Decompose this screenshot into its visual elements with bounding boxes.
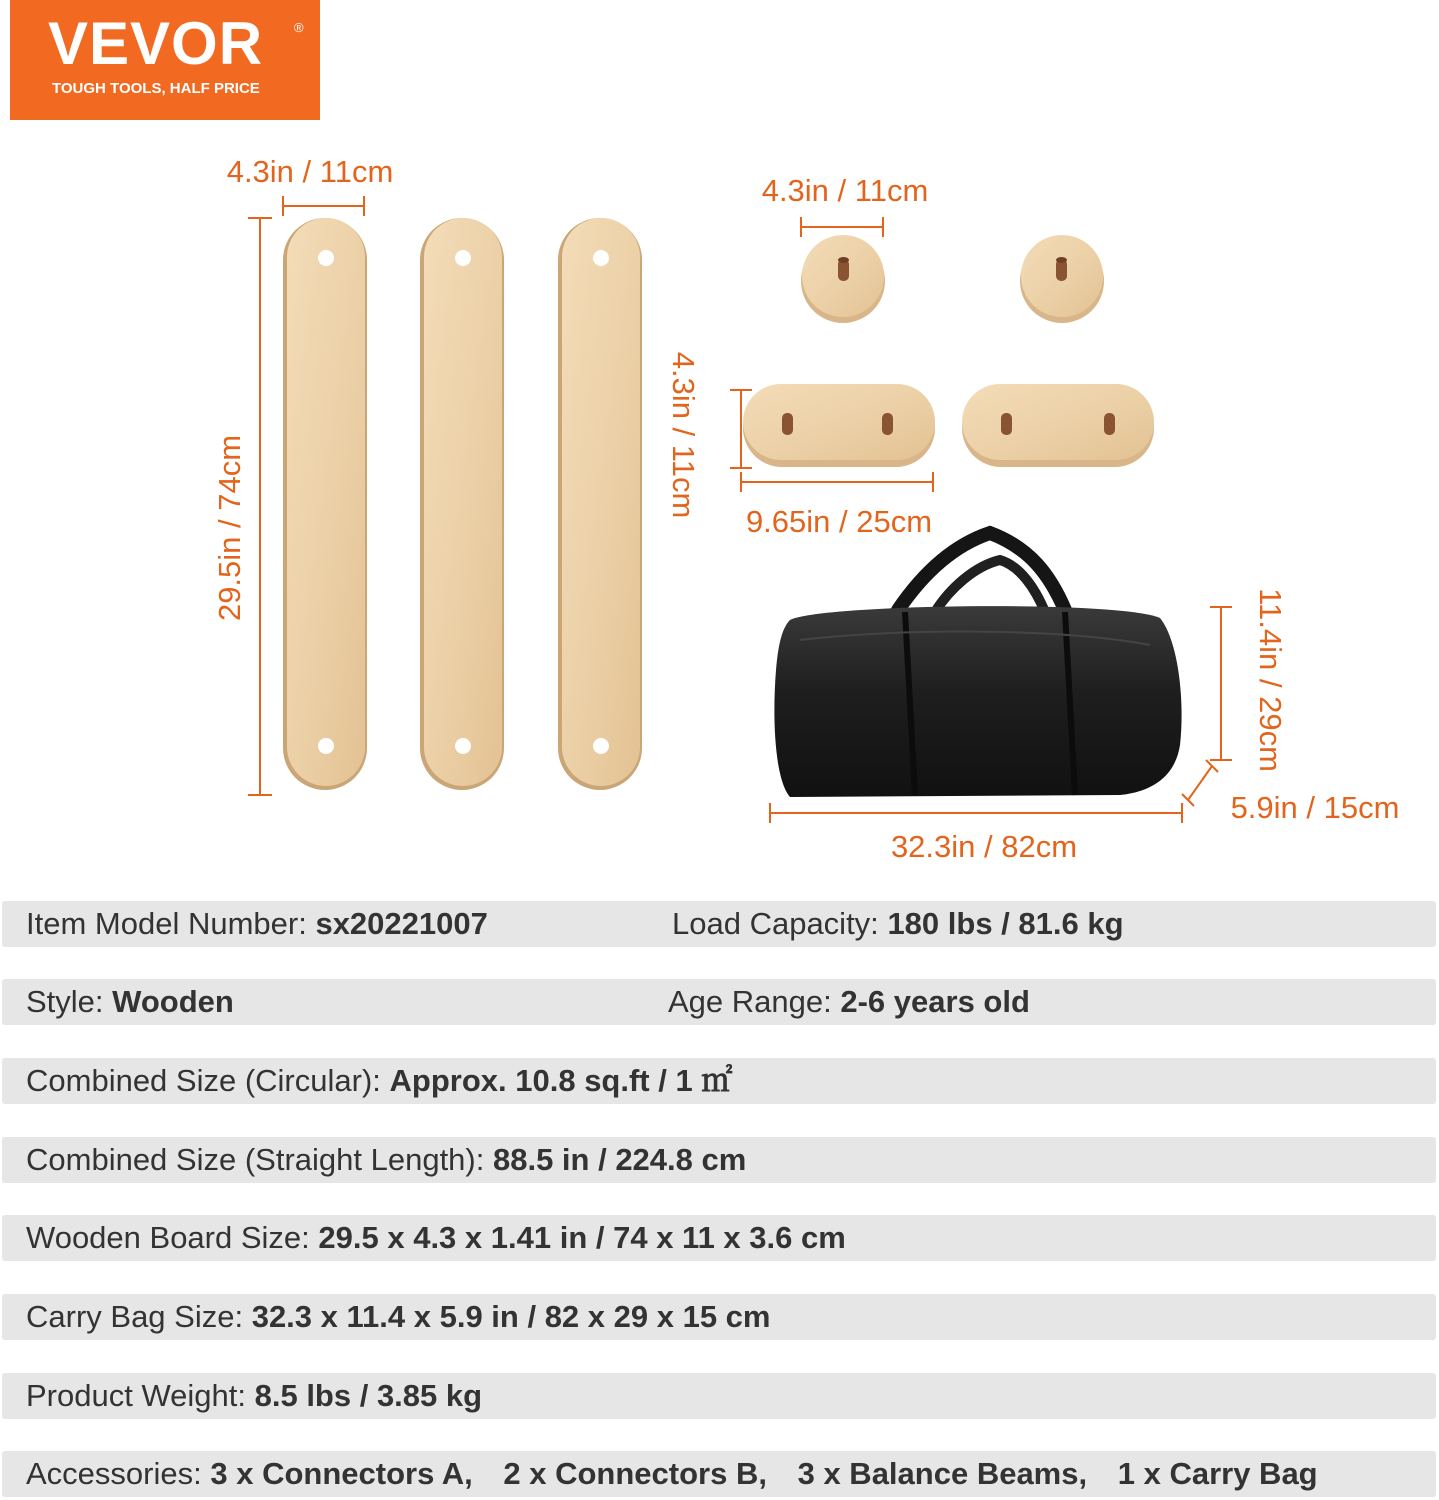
accessory-item: 2 x Connectors B, <box>503 1456 767 1491</box>
connectors-b <box>743 384 1154 467</box>
connector-a-dimension-line <box>801 217 883 237</box>
bag-depth-label: 5.9in / 15cm <box>1230 790 1400 825</box>
spec-label: Age Range: <box>668 984 832 1019</box>
connector-b <box>962 384 1154 467</box>
accessory-item: 1 x Carry Bag <box>1117 1456 1318 1491</box>
spec-value: 88.5 in / 224.8 cm <box>492 1142 747 1177</box>
spec-row-circular-size <box>2 1058 1436 1104</box>
spec-wooden-board-size <box>26 1215 846 1261</box>
spec-style <box>26 979 234 1025</box>
spec-label: Combined Size (Circular): <box>26 1063 381 1098</box>
accessory-item: 3 x Connectors A, <box>210 1456 473 1491</box>
beam-width-label: 4.3in / 11cm <box>226 154 394 189</box>
connector-b-length-label: 9.65in / 25cm <box>745 504 933 539</box>
spec-value: 2-6 years old <box>840 984 1030 1019</box>
connector-b <box>743 384 935 467</box>
spec-value: 32.3 x 11.4 x 5.9 in / 82 x 29 x 15 cm <box>251 1299 771 1334</box>
spec-row-weight <box>2 1373 1436 1419</box>
balance-beam <box>558 218 642 790</box>
spec-row-straight-size <box>2 1137 1436 1183</box>
spec-label: Combined Size (Straight Length): <box>26 1142 485 1177</box>
spec-row-style-age <box>2 979 1436 1025</box>
spec-combined-size-straight <box>26 1137 746 1183</box>
spec-age-range <box>668 979 1030 1025</box>
spec-value: 29.5 x 4.3 x 1.41 in / 74 x 11 x 3.6 cm <box>318 1220 846 1255</box>
beam-length-label: 29.5in / 74cm <box>212 434 247 622</box>
spec-combined-size-circular <box>26 1058 732 1104</box>
spec-model-number <box>26 901 488 947</box>
balance-beams <box>283 218 642 790</box>
connector-a-diameter-label: 4.3in / 11cm <box>761 173 929 208</box>
spec-value: 8.5 lbs / 3.85 kg <box>254 1378 483 1413</box>
bag-length-label: 32.3in / 82cm <box>890 829 1078 864</box>
vevor-logo <box>10 0 320 120</box>
spec-product-weight <box>26 1373 482 1419</box>
logo-registered-mark: ® <box>294 20 304 35</box>
spec-accessories <box>26 1451 1318 1497</box>
spec-label: Load Capacity: <box>672 906 879 941</box>
spec-row-bag-size <box>2 1294 1436 1340</box>
spec-label: Item Model Number: <box>26 906 307 941</box>
product-dimension-diagram <box>0 140 1439 880</box>
accessory-item: 3 x Balance Beams, <box>797 1456 1088 1491</box>
logo-wordmark: VEVOR <box>48 10 264 77</box>
spec-label: Accessories: <box>26 1456 202 1491</box>
spec-label: Style: <box>26 984 104 1019</box>
spec-row-model-load <box>2 901 1436 947</box>
spec-label: Product Weight: <box>26 1378 246 1413</box>
spec-carry-bag-size <box>26 1294 770 1340</box>
balance-beam <box>283 218 367 790</box>
carry-bag <box>774 533 1181 797</box>
connector-b-width-label: 4.3in / 11cm <box>666 351 701 519</box>
spec-value: 180 lbs / 81.6 kg <box>887 906 1124 941</box>
logo-tagline: TOUGH TOOLS, HALF PRICE <box>52 80 260 97</box>
connector-a <box>1020 235 1104 323</box>
spec-row-board-size <box>2 1215 1436 1261</box>
spec-label: Carry Bag Size: <box>26 1299 244 1334</box>
bag-height-label: 11.4in / 29cm <box>1253 588 1288 772</box>
balance-beam <box>420 218 504 790</box>
spec-value: Approx. 10.8 sq.ft / 1 ㎡ <box>389 1063 733 1098</box>
spec-label: Wooden Board Size: <box>26 1220 310 1255</box>
spec-load-capacity <box>672 901 1124 947</box>
spec-value: sx20221007 <box>315 906 488 941</box>
connectors-a <box>801 235 1104 323</box>
spec-value: Wooden <box>112 984 234 1019</box>
connector-a <box>801 235 885 323</box>
spec-row-accessories <box>2 1451 1436 1497</box>
